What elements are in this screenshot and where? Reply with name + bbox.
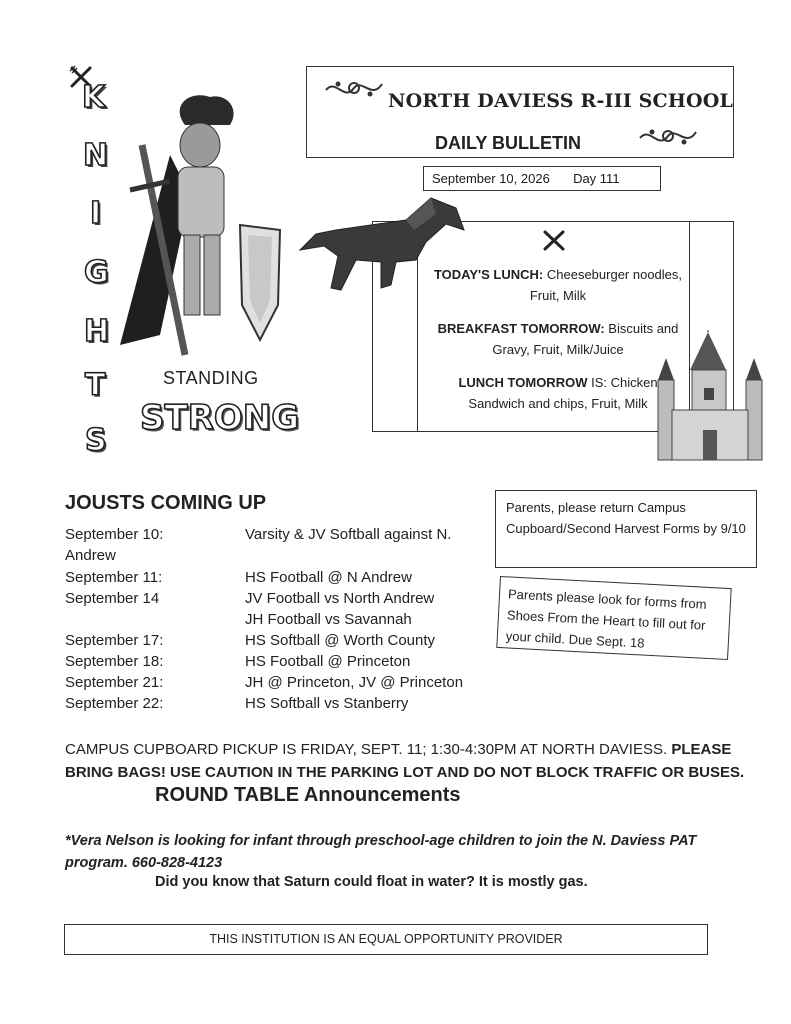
knights-letter-i: I xyxy=(90,196,102,231)
lunch-tomorrow-label: LUNCH TOMORROW xyxy=(458,375,588,390)
todays-lunch-label: TODAY'S LUNCH: xyxy=(433,267,544,282)
breakfast-label: BREAKFAST TOMORROW: xyxy=(437,321,605,336)
event-date: September 22: xyxy=(65,695,164,712)
knights-letter-n: N xyxy=(83,138,109,173)
todays-lunch-value-2: Fruit, Milk xyxy=(529,288,587,303)
date-box xyxy=(423,166,661,191)
event-desc: Varsity & JV Softball against N. xyxy=(245,526,452,543)
castle-illustration xyxy=(648,330,772,464)
round-table-title: ROUND TABLE Announcements xyxy=(155,784,461,806)
event-desc: JH Football vs Savannah xyxy=(245,611,412,628)
event-date: September 10: xyxy=(65,526,164,543)
event-desc: HS Football @ Princeton xyxy=(245,653,411,670)
strong-text: STRONG xyxy=(140,398,300,438)
pickup-warning: PLEASE BRING BAGS! USE CAUTION IN THE PARKING LOT AND DO NOT BLOCK TRAFFIC OR BUSES. xyxy=(65,741,745,781)
event-desc: HS Softball vs Stanberry xyxy=(245,695,409,712)
event-date: September 18: xyxy=(65,653,164,670)
event-desc: HS Football @ N Andrew xyxy=(245,569,412,586)
event-date: September 14 xyxy=(65,590,160,607)
lunch-tomorrow-value-2: Sandwich and chips, Fruit, Milk xyxy=(468,396,648,411)
bulletin-day: Day 111 xyxy=(573,171,620,186)
school-name: NORTH DAVIESS R-III SCHOOL xyxy=(388,90,734,112)
event-date: September 21: xyxy=(65,674,164,691)
event-date-cont: Andrew xyxy=(65,547,116,564)
pickup-notice xyxy=(65,738,745,784)
knights-letter-t: T xyxy=(85,368,106,403)
todays-lunch-value: Cheeseburger noodles, xyxy=(543,267,683,282)
pickup-text: CAMPUS CUPBOARD PICKUP IS FRIDAY, SEPT. 11; 1:30-4:30PM AT NORTH DAVIESS. xyxy=(65,741,668,758)
event-desc: JH @ Princeton, JV @ Princeton xyxy=(245,674,464,691)
standing-text: STANDING xyxy=(163,368,259,388)
shoes-heart-notice: Parents please look for forms from Shoes From the Heart to fill out for your child. Due Sept. 18 xyxy=(496,576,731,660)
saturn-fact: Did you know that Saturn could float in water? It is mostly gas. xyxy=(155,874,588,890)
vera-announcement: *Vera Nelson is looking for infant through preschool-age children to join the N. Daviess PAT program. 660-828-4123 xyxy=(65,833,697,871)
event-desc: HS Softball @ Worth County xyxy=(245,632,436,649)
fork-knife-icon xyxy=(541,228,567,252)
campus-cupboard-notice: Parents, please return Campus Cupboard/Second Harvest Forms by 9/10 xyxy=(495,490,757,568)
flourish-icon xyxy=(324,74,384,104)
event-desc: JV Football vs North Andrew xyxy=(245,590,435,607)
knights-letter-s: S xyxy=(85,423,107,458)
equal-opportunity-footer: THIS INSTITUTION IS AN EQUAL OPPORTUNITY PROVIDER xyxy=(64,924,708,955)
bulletin-date: September 10, 2026 xyxy=(432,171,550,186)
knight-illustration xyxy=(100,85,290,375)
breakfast-value-2: Gravy, Fruit, Milk/Juice xyxy=(492,342,624,357)
lunch-tomorrow-value: IS: Chicken xyxy=(587,375,658,390)
jousts-title: JOUSTS COMING UP xyxy=(65,492,267,514)
knights-letter-g: G xyxy=(84,255,109,290)
horse-illustration xyxy=(296,190,472,300)
knights-letter-k: K xyxy=(82,80,106,115)
breakfast-value: Biscuits and xyxy=(604,321,679,336)
event-date: September 17: xyxy=(65,632,164,649)
knights-letter-h: H xyxy=(84,314,110,349)
event-date: September 11: xyxy=(65,569,163,586)
bulletin-title: DAILY BULLETIN xyxy=(435,133,582,153)
flourish-icon xyxy=(638,122,698,152)
